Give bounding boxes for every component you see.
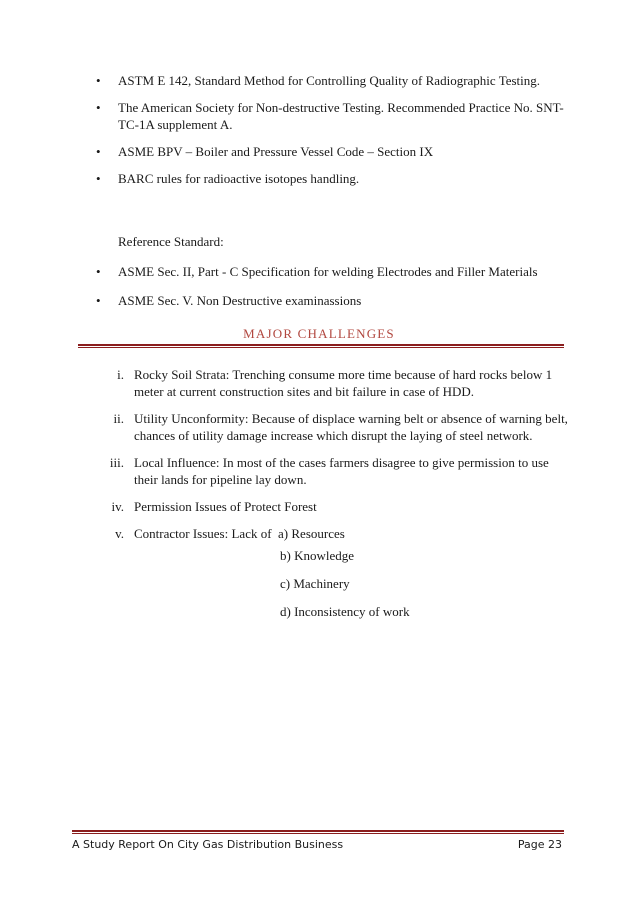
sub-item: b) Knowledge (280, 548, 355, 563)
list-item (78, 366, 568, 400)
reference-text: ASME Sec. V. Non Destructive examinassions (118, 293, 362, 308)
bullet-icon: • (96, 100, 101, 115)
bullet-icon: • (96, 73, 101, 88)
standard-text: ASTM E 142, Standard Method for Controlling Quality of Radiographic Testing. (118, 73, 541, 88)
page-number: Page 23 (517, 838, 562, 851)
section-divider-thin (78, 347, 564, 348)
contractor-sub-items (280, 547, 410, 631)
challenge-text: Local Influence: In most of the cases farmers disagree to give permission to use their lands for pipeline lay down. (134, 455, 549, 487)
list-item (96, 72, 566, 89)
list-item (96, 143, 566, 160)
section-divider (78, 344, 564, 346)
challenge-text: Rocky Soil Strata: Trenching consume more time because of hard rocks below 1 meter at current construction sites and bit failure in case of HDD. (134, 367, 553, 399)
list-item (78, 454, 568, 488)
challenges-list (78, 366, 568, 552)
list-item (96, 170, 566, 187)
list-numeral: v. (115, 526, 124, 541)
reference-heading: Reference Standard: (118, 234, 224, 249)
section-title: MAJOR CHALLENGES (243, 326, 395, 341)
bullet-icon: • (96, 293, 101, 308)
list-item (78, 525, 568, 542)
standard-text: ASME BPV – Boiler and Pressure Vessel Code – Section IX (118, 144, 434, 159)
footer-divider (72, 830, 564, 832)
bullet-icon: • (96, 171, 101, 186)
list-item (96, 99, 566, 133)
bullet-icon: • (96, 264, 101, 279)
challenge-text: Utility Unconformity: Because of displace warning belt or absence of warning belt, chances of utility damage increase which disrupt the laying of steel network. (134, 411, 568, 443)
bullet-icon: • (96, 144, 101, 159)
list-item (96, 292, 566, 309)
list-numeral: ii. (113, 411, 124, 426)
footer-divider-thin (72, 833, 564, 834)
standard-text: The American Society for Non-destructive Testing. Recommended Practice No. SNT-TC-1A supplement A. (118, 100, 564, 132)
list-item (96, 263, 566, 280)
list-item (78, 410, 568, 444)
list-numeral: i. (117, 367, 124, 382)
challenge-text: Permission Issues of Protect Forest (134, 499, 317, 514)
list-item (78, 498, 568, 515)
reference-text: ASME Sec. II, Part - C Specification for welding Electrodes and Filler Materials (118, 264, 538, 279)
standard-text: BARC rules for radioactive isotopes handling. (118, 171, 360, 186)
challenge-text: Contractor Issues: Lack of a) Resources (134, 526, 345, 541)
list-numeral: iii. (109, 455, 124, 470)
list-numeral: iv. (111, 499, 124, 514)
sub-item: c) Machinery (280, 576, 350, 591)
footer-title: A Study Report On City Gas Distribution Business (72, 838, 344, 851)
standards-list (96, 72, 566, 197)
reference-standards-list (96, 263, 566, 321)
sub-item: d) Inconsistency of work (280, 604, 410, 619)
